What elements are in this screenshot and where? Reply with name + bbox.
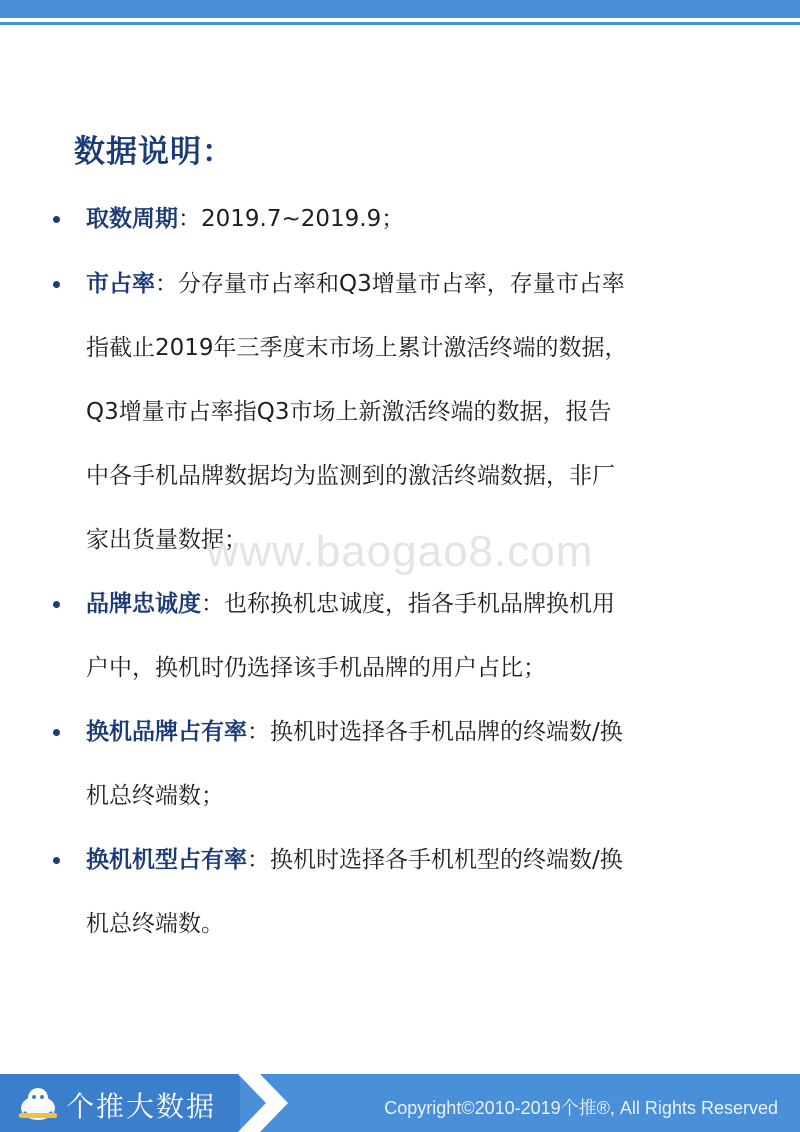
- item-text: ：换机时选择各手机机型的终端数/换: [247, 847, 623, 873]
- copyright-text: Copyright©2010-2019个推®, All Rights Reserved: [384, 1098, 778, 1118]
- item-term: 市占率: [86, 271, 155, 297]
- item-term: 换机机型占有率: [86, 847, 247, 873]
- chevron-right-icon: [238, 1074, 288, 1132]
- item-line: [86, 717, 623, 747]
- item-line: Q3增量市占率指Q3市场上新激活终端的数据，报告: [86, 399, 612, 425]
- bullet-icon: [53, 281, 60, 288]
- item-text: ：也称换机忠诚度，指各手机品牌换机用: [201, 591, 615, 617]
- bullet-icon: [53, 601, 60, 608]
- bullet-icon: [53, 729, 60, 736]
- item-term: 品牌忠诚度: [86, 591, 201, 617]
- item-line: 机总终端数。: [86, 911, 224, 937]
- footer: [0, 1074, 800, 1132]
- item-line: [86, 589, 615, 619]
- item-line: 中各手机品牌数据均为监测到的激活终端数据，非厂: [86, 463, 615, 489]
- item-line: 家出货量数据；: [86, 527, 247, 553]
- item-line: 机总终端数；: [86, 783, 224, 809]
- getui-mascot-icon: [14, 1082, 62, 1124]
- item-text: ：分存量市占率和Q3增量市占率，存量市占率: [155, 271, 625, 297]
- item-line: [86, 269, 625, 299]
- footer-brand: 个推大数据: [66, 1090, 217, 1123]
- item-line: 户中，换机时仍选择该手机品牌的用户占比；: [86, 655, 546, 681]
- top-bar: [0, 0, 800, 18]
- item-term: 换机品牌占有率: [86, 719, 247, 745]
- item-line: [86, 845, 623, 875]
- bullet-icon: [53, 216, 60, 223]
- top-divider: [0, 22, 800, 25]
- item-text: ：2019.7~2019.9；: [178, 206, 405, 232]
- item-line: 指截止2019年三季度末市场上累计激活终端的数据，: [86, 335, 628, 361]
- item-text: ：换机时选择各手机品牌的终端数/换: [247, 719, 623, 745]
- item-term: 取数周期: [86, 206, 178, 232]
- page-title: 数据说明：: [74, 134, 234, 170]
- item-line: [86, 204, 404, 234]
- bullet-icon: [53, 857, 60, 864]
- watermark: www.baogao8.com: [206, 527, 594, 576]
